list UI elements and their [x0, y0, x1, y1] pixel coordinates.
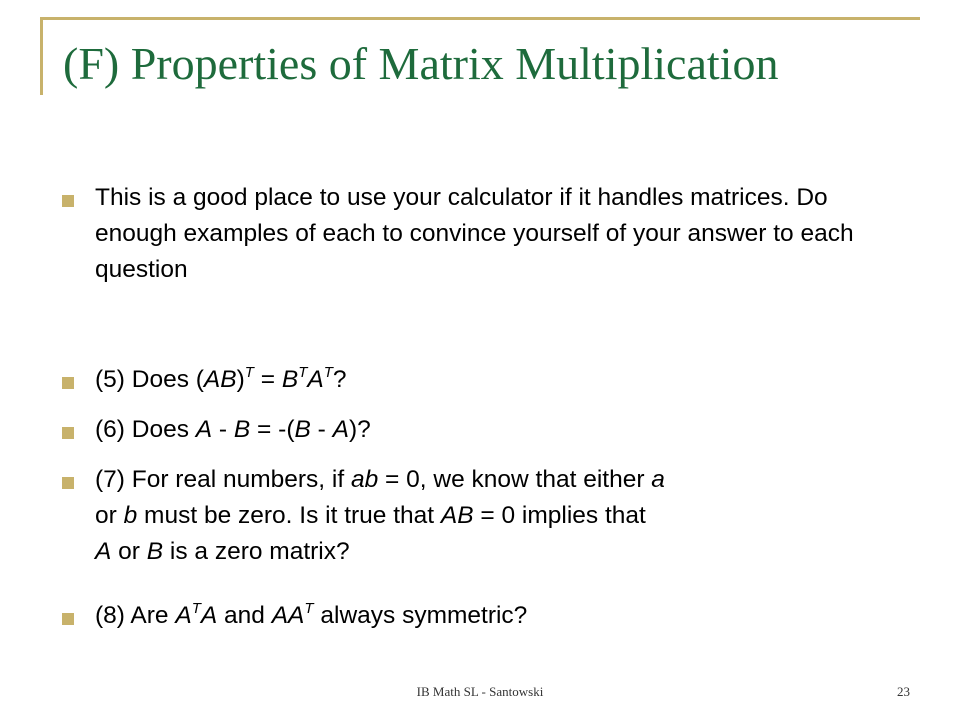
question-7-line-3: A or B is a zero matrix?	[95, 538, 350, 565]
bullet-text-question-8: (8) Are $A^TA$ and $AA^T$ always symmetric?	[95, 600, 528, 629]
square-bullet-icon	[62, 427, 74, 439]
footer-page-number: 23	[897, 684, 910, 699]
footer-course-label: IB Math SL - Santowski	[416, 684, 544, 699]
question-7-line-2: or b must be zero. Is it true that AB = 0 implies that	[95, 502, 646, 529]
bullet-text-intro: This is a good place to use your calculator if it handles matrices. Do enough examples of each to convince yourself of your answer to each question	[95, 184, 854, 283]
square-bullet-icon	[62, 613, 74, 625]
square-bullet-icon	[62, 195, 74, 207]
bullet-text-question-7	[95, 462, 915, 570]
square-bullet-icon	[62, 377, 74, 389]
bullet-text-question-6: (6) Does A - B = -(B - A)?	[95, 416, 371, 443]
bullet-text-question-5: (5) Does $(AB)^T = B^TA^T$?	[95, 364, 347, 393]
question-7-line-1: (7) For real numbers, if ab = 0, we know that either a	[95, 466, 665, 493]
slide-title: (F) Properties of Matrix Multiplication	[63, 38, 779, 89]
square-bullet-icon	[62, 477, 74, 489]
